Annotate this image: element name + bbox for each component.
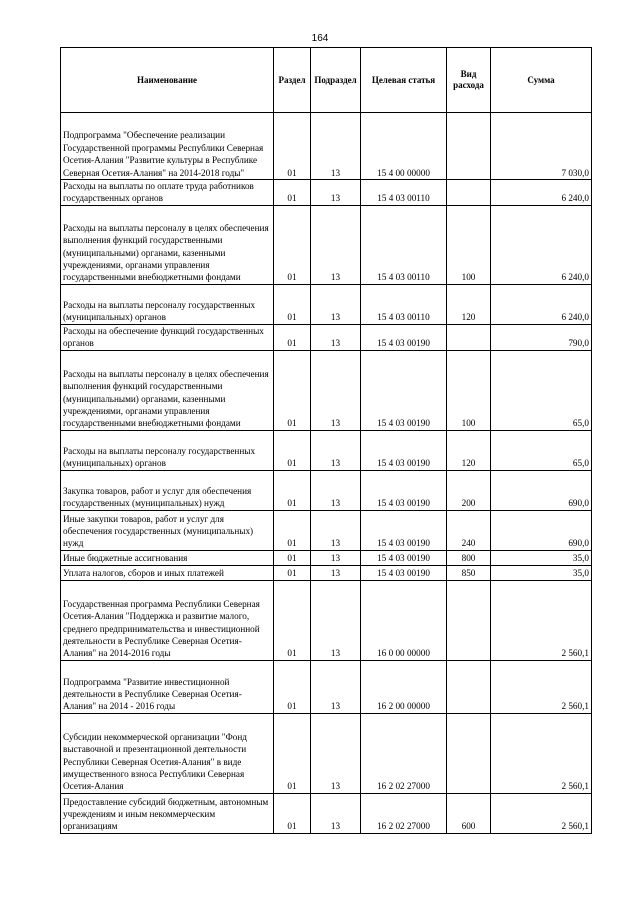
cell-name: Уплата налогов, сборов и иных платежей [61, 565, 274, 580]
cell-section: 01 [274, 324, 311, 350]
cell-section: 01 [274, 550, 311, 565]
table-row [61, 113, 592, 180]
cell-sum: 2 560,1 [491, 793, 592, 833]
cell-subsection: 13 [311, 660, 361, 713]
cell-section: 01 [274, 470, 311, 510]
cell-type: 120 [447, 430, 491, 470]
table-row [61, 565, 592, 580]
cell-subsection: 13 [311, 713, 361, 793]
cell-sum: 690,0 [491, 510, 592, 550]
cell-target: 15 4 00 00000 [361, 113, 447, 180]
cell-name: Расходы на выплаты персоналу государственных (муниципальных) органов [61, 284, 274, 324]
cell-target: 15 4 03 00190 [361, 470, 447, 510]
cell-subsection: 13 [311, 510, 361, 550]
cell-name: Субсидии некоммерческой организации "Фонд выставочной и презентационной деятельности Республики Северная Осетия-Алания" в виде имущественного взноса Республики Северная Осетия-Алания [61, 713, 274, 793]
cell-name: Предоставление субсидий бюджетным, автономным учреждениям и иным некоммерческим организациям [61, 793, 274, 833]
cell-sum: 65,0 [491, 430, 592, 470]
cell-section: 01 [274, 580, 311, 660]
cell-sum: 35,0 [491, 565, 592, 580]
cell-sum: 6 240,0 [491, 205, 592, 284]
cell-type: 240 [447, 510, 491, 550]
cell-target: 15 4 03 00110 [361, 205, 447, 284]
cell-subsection: 13 [311, 113, 361, 180]
cell-name: Подпрограмма "Обеспечение реализации Государственной программы Республики Северная Осетия-Алания "Развитие культуры в Республике Северная Осетия-Алания" на 2014-2018 годы" [61, 113, 274, 180]
cell-target: 15 4 03 00110 [361, 180, 447, 206]
cell-subsection: 13 [311, 284, 361, 324]
cell-type: 850 [447, 565, 491, 580]
cell-section: 01 [274, 510, 311, 550]
cell-sum: 2 560,1 [491, 713, 592, 793]
table-row [61, 324, 592, 350]
cell-type: 120 [447, 284, 491, 324]
cell-target: 15 4 03 00190 [361, 550, 447, 565]
header-sum: Сумма [491, 48, 592, 113]
table-row [61, 430, 592, 470]
cell-name: Расходы на выплаты по оплате труда работников государственных органов [61, 180, 274, 206]
cell-section: 01 [274, 113, 311, 180]
cell-subsection: 13 [311, 430, 361, 470]
cell-name: Государственная программа Республики Северная Осетия-Алания "Поддержка и развитие малого, среднего предпринимательства и инвестиционной деятельности в Республике Северная Осетия-Алания" на 2014-2016 годы [61, 580, 274, 660]
table-row [61, 470, 592, 510]
cell-sum: 6 240,0 [491, 284, 592, 324]
cell-sum: 2 560,1 [491, 580, 592, 660]
table-row [61, 350, 592, 430]
cell-type [447, 324, 491, 350]
table-row [61, 580, 592, 660]
table-row [61, 660, 592, 713]
cell-target: 16 2 00 00000 [361, 660, 447, 713]
cell-subsection: 13 [311, 550, 361, 565]
cell-name: Подпрограмма "Развитие инвестиционной деятельности в Республике Северная Осетия-Алания" на 2014 - 2016 годы [61, 660, 274, 713]
cell-target: 15 4 03 00190 [361, 324, 447, 350]
table-row [61, 550, 592, 565]
table-row [61, 205, 592, 284]
cell-sum: 690,0 [491, 470, 592, 510]
cell-section: 01 [274, 350, 311, 430]
cell-section: 01 [274, 284, 311, 324]
cell-target: 16 0 00 00000 [361, 580, 447, 660]
cell-subsection: 13 [311, 180, 361, 206]
table-row [61, 284, 592, 324]
cell-target: 16 2 02 27000 [361, 713, 447, 793]
cell-name: Расходы на обеспечение функций государственных органов [61, 324, 274, 350]
cell-subsection: 13 [311, 793, 361, 833]
cell-type: 100 [447, 205, 491, 284]
cell-subsection: 13 [311, 470, 361, 510]
cell-target: 15 4 03 00190 [361, 565, 447, 580]
cell-sum: 65,0 [491, 350, 592, 430]
cell-name: Расходы на выплаты персоналу в целях обеспечения выполнения функций государственными (муниципальными) органами, казенными учреждениями, органами управления государственными внебюджетными фондами [61, 350, 274, 430]
cell-section: 01 [274, 430, 311, 470]
cell-sum: 2 560,1 [491, 660, 592, 713]
cell-type: 600 [447, 793, 491, 833]
cell-section: 01 [274, 565, 311, 580]
cell-section: 01 [274, 180, 311, 206]
header-name: Наименование [61, 48, 274, 113]
cell-type [447, 713, 491, 793]
cell-sum: 35,0 [491, 550, 592, 565]
cell-subsection: 13 [311, 324, 361, 350]
cell-name: Расходы на выплаты персоналу в целях обеспечения выполнения функций государственными (муниципальными) органами, казенными учреждениями, органами управления государственными внебюджетными фондами [61, 205, 274, 284]
table-row [61, 713, 592, 793]
cell-sum: 6 240,0 [491, 180, 592, 206]
cell-type: 200 [447, 470, 491, 510]
page-number: 164 [311, 33, 329, 44]
cell-target: 15 4 03 00190 [361, 430, 447, 470]
table-row [61, 793, 592, 833]
cell-type [447, 113, 491, 180]
cell-sum: 7 030,0 [491, 113, 592, 180]
cell-subsection: 13 [311, 580, 361, 660]
cell-name: Закупка товаров, работ и услуг для обеспечения государственных (муниципальных) нужд [61, 470, 274, 510]
cell-subsection: 13 [311, 205, 361, 284]
cell-type [447, 180, 491, 206]
cell-section: 01 [274, 713, 311, 793]
cell-type [447, 660, 491, 713]
header-target: Целевая статья [361, 48, 447, 113]
table-row [61, 180, 592, 206]
cell-section: 01 [274, 205, 311, 284]
header-section: Раздел [274, 48, 311, 113]
cell-name: Расходы на выплаты персоналу государственных (муниципальных) органов [61, 430, 274, 470]
cell-target: 15 4 03 00190 [361, 350, 447, 430]
budget-table [60, 47, 592, 834]
header-subsection: Подраздел [311, 48, 361, 113]
cell-target: 15 4 03 00110 [361, 284, 447, 324]
table-header-row [61, 48, 592, 113]
cell-sum: 790,0 [491, 324, 592, 350]
cell-target: 15 4 03 00190 [361, 510, 447, 550]
cell-section: 01 [274, 660, 311, 713]
cell-section: 01 [274, 793, 311, 833]
cell-subsection: 13 [311, 565, 361, 580]
header-type: Вид расхода [447, 48, 491, 113]
cell-type [447, 580, 491, 660]
cell-target: 16 2 02 27000 [361, 793, 447, 833]
table-row [61, 510, 592, 550]
cell-name: Иные бюджетные ассигнования [61, 550, 274, 565]
cell-name: Иные закупки товаров, работ и услуг для обеспечения государственных (муниципальных) нужд [61, 510, 274, 550]
cell-type: 100 [447, 350, 491, 430]
cell-subsection: 13 [311, 350, 361, 430]
cell-type: 800 [447, 550, 491, 565]
